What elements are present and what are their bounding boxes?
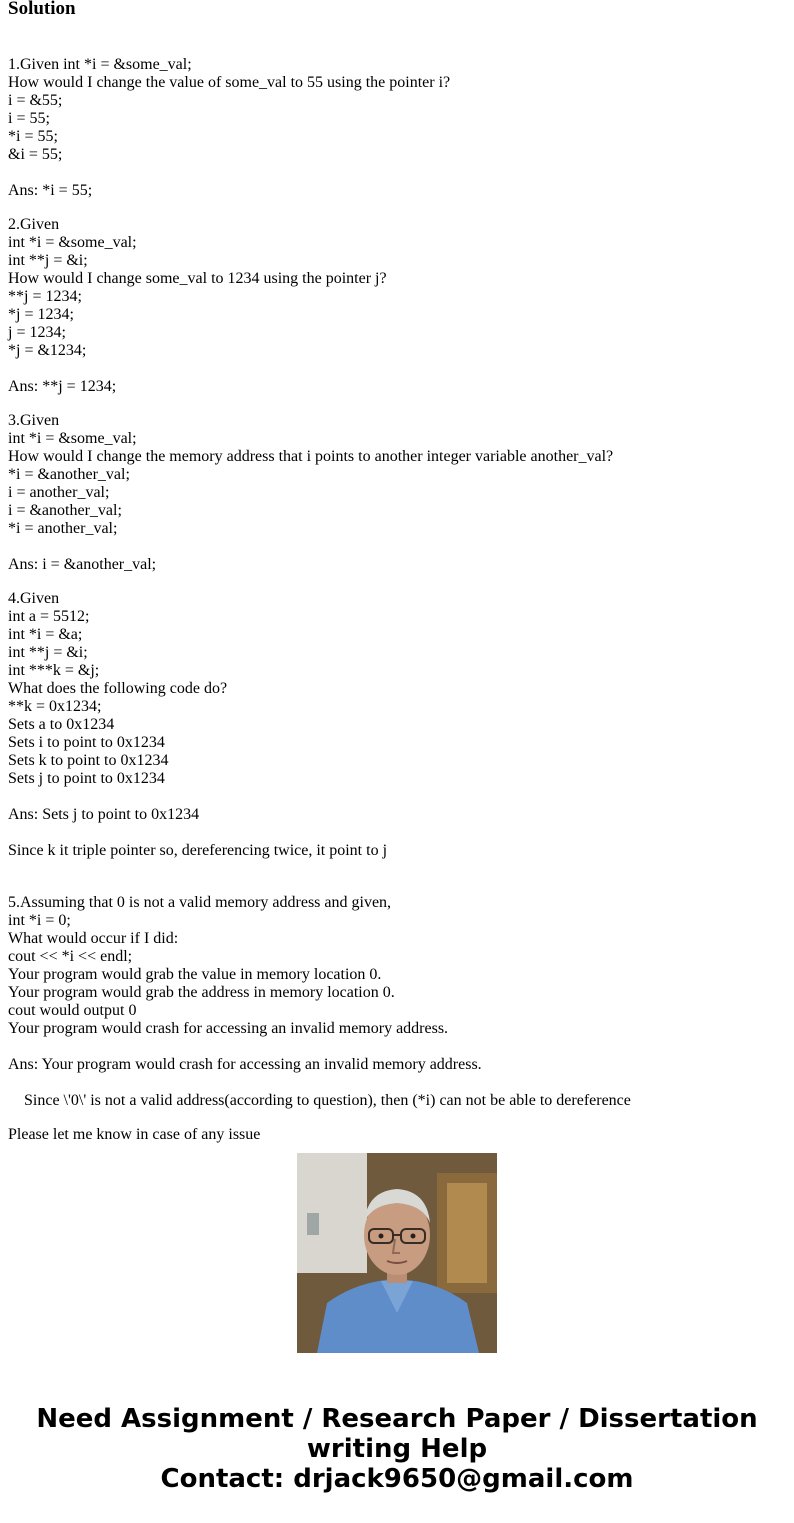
answer-line: Ans: *i = 55; [8, 182, 93, 199]
question-line: What would occur if I did: [8, 930, 179, 947]
option-line: i = 55; [8, 110, 50, 127]
person-portrait-icon [297, 1153, 497, 1353]
answer-line: Ans: Sets j to point to 0x1234 [8, 806, 200, 823]
question-line: 3.Given [8, 412, 60, 429]
closing-note: Please let me know in case of any issue [8, 1126, 261, 1143]
question-5 [8, 894, 788, 1110]
option-line: Your program would grab the address in memory location 0. [8, 984, 395, 1001]
question-line: How would I change the memory address that i points to another integer variable another_val? [8, 448, 614, 465]
question-line: What does the following code do? [8, 680, 228, 697]
option-line: Sets k to point to 0x1234 [8, 752, 169, 769]
question-line: int ***k = &j; [8, 662, 100, 679]
question-line: int *i = &a; [8, 626, 83, 643]
question-line: 1.Given int *i = &some_val; [8, 56, 192, 73]
option-line: *i = 55; [8, 128, 58, 145]
option-line: *i = &another_val; [8, 466, 130, 483]
question-3 [8, 412, 788, 574]
promo-contact: Contact: drjack9650@gmail.com [160, 1464, 634, 1494]
option-line: *j = &1234; [8, 342, 87, 359]
option-line: Your program would crash for accessing an invalid memory address. [8, 1020, 449, 1037]
promo-line: writing Help [306, 1434, 488, 1464]
option-line: Sets i to point to 0x1234 [8, 734, 165, 751]
question-line: int a = 5512; [8, 608, 90, 625]
option-line: i = &another_val; [8, 502, 122, 519]
question-line: int *i = &some_val; [8, 430, 137, 447]
promo-line: Need Assignment / Research Paper / Dissertation [36, 1404, 758, 1434]
option-line: i = another_val; [8, 484, 110, 501]
question-line: 2.Given [8, 216, 60, 233]
option-line: i = &55; [8, 92, 63, 109]
question-1 [8, 56, 788, 200]
question-line: 4.Given [8, 590, 60, 607]
answer-line: Ans: Your program would crash for accessing an invalid memory address. [8, 1056, 482, 1073]
question-2 [8, 216, 788, 396]
question-line: How would I change some_val to 1234 using the pointer j? [8, 270, 387, 287]
question-line: int **j = &i; [8, 252, 88, 269]
page-title: Solution [8, 0, 76, 19]
avatar [297, 1153, 497, 1353]
option-line: **j = 1234; [8, 288, 82, 305]
question-line: int *i = 0; [8, 912, 71, 929]
question-line: cout << *i << endl; [8, 948, 133, 965]
explanation-line: Since k it triple pointer so, dereferencing twice, it point to j [8, 842, 388, 859]
answer-line: Ans: **j = 1234; [8, 378, 117, 395]
answer-line: Ans: i = &another_val; [8, 556, 157, 573]
option-line: cout would output 0 [8, 1002, 137, 1019]
option-line: *i = another_val; [8, 520, 118, 537]
option-line: *j = 1234; [8, 306, 74, 323]
question-4 [8, 590, 788, 878]
question-line: **k = 0x1234; [8, 698, 102, 715]
solution-content [8, 56, 788, 1143]
question-line: int *i = &some_val; [8, 234, 137, 251]
question-line: 5.Assuming that 0 is not a valid memory address and given, [8, 894, 392, 911]
promo-banner [0, 1404, 794, 1494]
option-line: Sets j to point to 0x1234 [8, 770, 165, 787]
question-line: How would I change the value of some_val to 55 using the pointer i? [8, 74, 451, 91]
option-line: Your program would grab the value in memory location 0. [8, 966, 382, 983]
option-line: &i = 55; [8, 146, 63, 163]
option-line: j = 1234; [8, 324, 66, 341]
option-line: Sets a to 0x1234 [8, 716, 115, 733]
question-line: int **j = &i; [8, 644, 88, 661]
explanation-line: Since \'0\' is not a valid address(according to question), then (*i) can not be able to dereference [24, 1092, 631, 1109]
